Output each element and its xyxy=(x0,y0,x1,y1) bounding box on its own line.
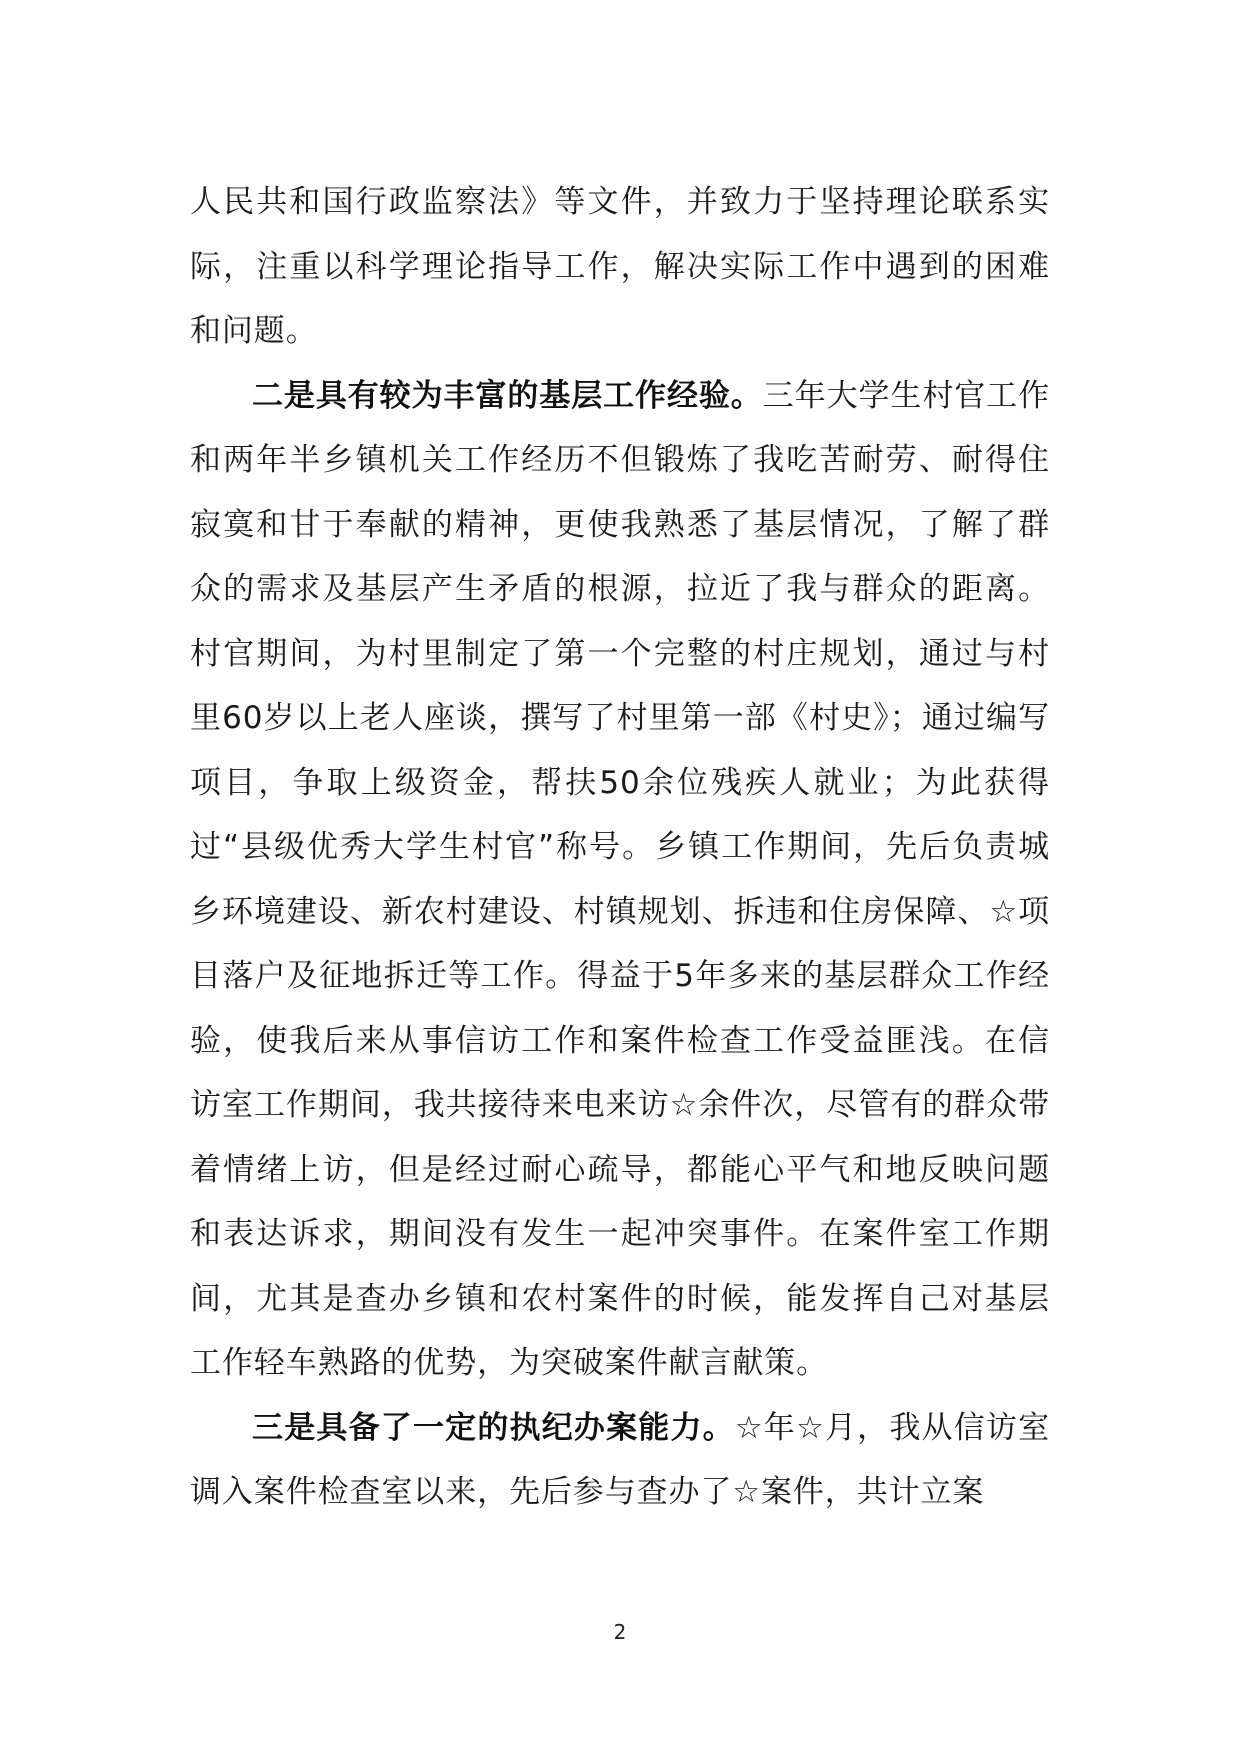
paragraph-1-body: 人民共和国行政监察法》等文件，并致力于坚持理论联系实际，注重以科学理论指导工作，解决实际工作中遇到的困难和问题。 xyxy=(190,184,1050,349)
paragraph-3 xyxy=(190,1396,1050,1525)
page-number: 2 xyxy=(613,1620,627,1644)
body-text xyxy=(190,170,1050,1525)
paragraph-2-heading: 二是具有较为丰富的基层工作经验。 xyxy=(252,377,763,414)
paragraph-1-continuation xyxy=(190,170,1050,364)
paragraph-2-body: 三年大学生村官工作和两年半乡镇机关工作经历不但锻炼了我吃苦耐劳、耐得住寂寞和甘于奉献的精神，更使我熟悉了基层情况，了解了群众的需求及基层产生矛盾的根源，拉近了我与群众的距离。村官期间，为村里制定了第一个完整的村庄规划，通过与村里60岁以上老人座谈，撰写了村里第一部《村史》；通过编写项目，争取上级资金，帮扶50余位残疾人就业；为此获得过“县级优秀大学生村官”称号。乡镇工作期间，先后负责城乡环境建设、新农村建设、村镇规划、拆违和住房保障、☆项目落户及征地拆迁等工作。得益于5年多来的基层群众工作经验，使我后来从事信访工作和案件检查工作受益匪浅。在信访室工作期间，我共接待来电来访☆余件次，尽管有的群众带着情绪上访，但是经过耐心疏导，都能心平气和地反映问题和表达诉求，期间没有发生一起冲突事件。在案件室工作期间，尤其是查办乡镇和农村案件的时候，能发挥自己对基层工作轻车熟路的优势，为突破案件献言献策。 xyxy=(190,377,1050,1381)
paragraph-2 xyxy=(190,364,1050,1396)
paragraph-3-heading: 三是具备了一定的执纪办案能力。 xyxy=(252,1409,735,1446)
paragraph-3-body: ☆年☆月，我从信访室调入案件检查室以来，先后参与查办了☆案件，共计立案 xyxy=(190,1409,1050,1510)
